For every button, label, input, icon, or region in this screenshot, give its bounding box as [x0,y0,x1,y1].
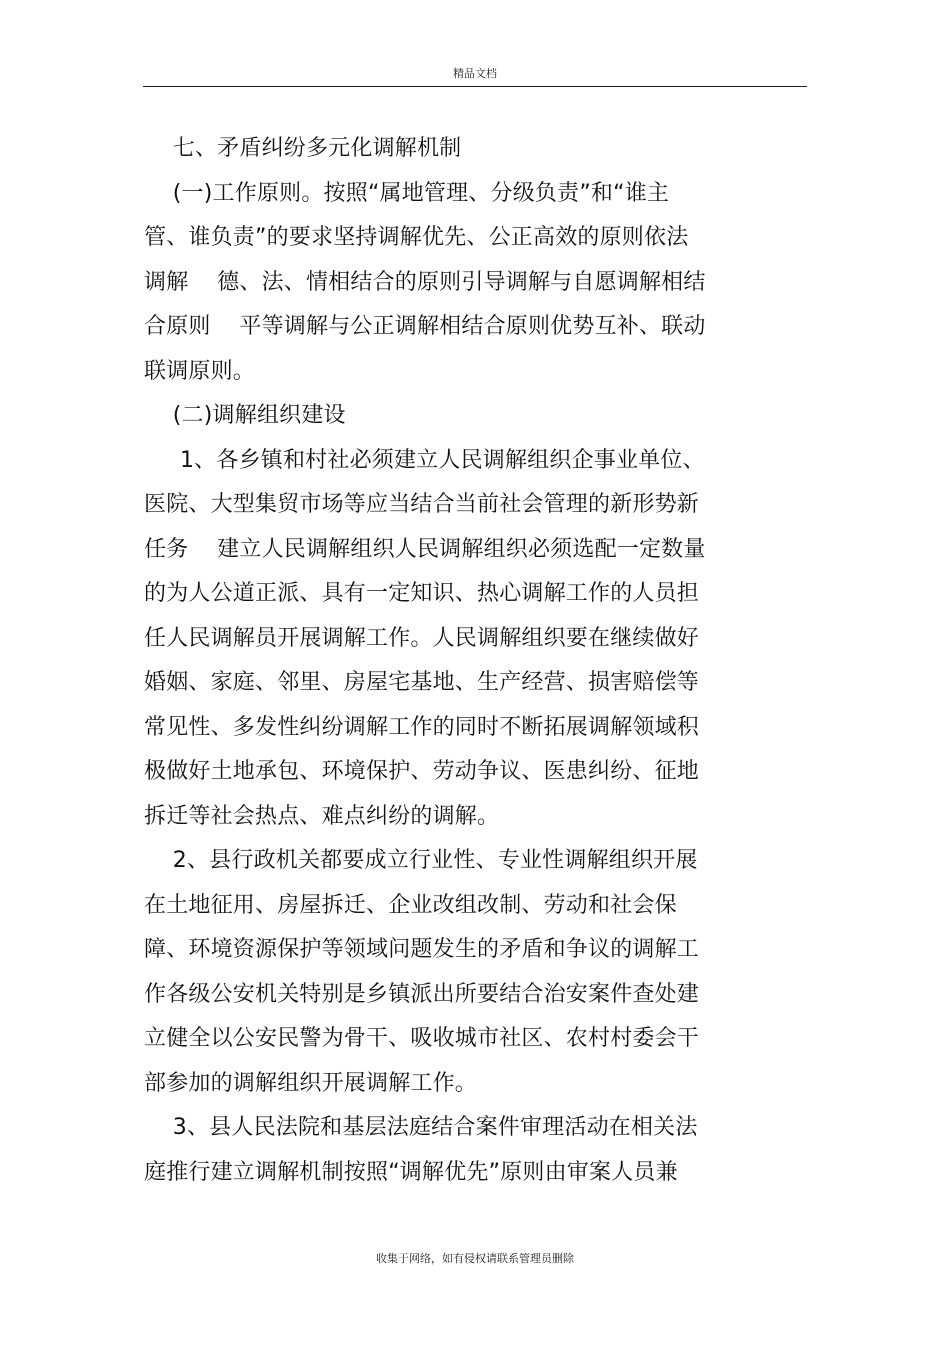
header-divider [143,86,807,87]
body-line: 庭推行建立调解机制按照“调解优先”原则由审案人员兼 [144,1159,678,1185]
body-line: 的为人公道正派、具有一定知识、热心调解工作的人员担 [144,581,700,606]
page-header: 精品文档 [453,67,497,80]
body-line: 常见性、多发性纠纷调解工作的同时不断拓展调解领域积 [144,714,700,740]
body-line: (二)调解组织建设 [144,403,346,428]
body-line: 作各级公安机关特别是乡镇派出所要结合治安案件查处建 [144,981,700,1007]
body-line: 七、矛盾纠纷多元化调解机制 [144,136,462,161]
body-line: 极做好土地承包、环境保护、劳动争议、医患纠纷、征地 [144,759,700,784]
body-line: 调解 德、法、情相结合的原则引导调解与自愿调解相结 [144,269,706,295]
page-footer: 收集于网络，如有侵权请联系管理员删除 [376,1252,574,1265]
body-line: 合原则 平等调解与公正调解相结合原则优势互补、联动 [144,314,706,339]
body-line: 立健全以公安民警为骨干、吸收城市社区、农村村委会干 [144,1026,700,1051]
body-line: 任务 建立人民调解组织人民调解组织必须选配一定数量 [144,536,706,562]
document-body [144,127,754,1195]
body-line: 在土地征用、房屋拆迁、企业改组改制、劳动和社会保 [144,892,677,918]
body-line: 拆迁等社会热点、难点纠纷的调解。 [144,803,500,829]
body-line: 3、县人民法院和基层法庭结合案件审理活动在相关法 [144,1115,698,1140]
body-line: 任人民调解员开展调解工作。人民调解组织要在继续做好 [144,625,700,651]
body-line: 医院、大型集贸市场等应当结合当前社会管理的新形势新 [144,492,700,517]
body-line: 联调原则。 [144,358,256,384]
body-line: 障、环境资源保护等领域问题发生的矛盾和争议的调解工 [144,937,700,962]
body-line: 部参加的调解组织开展调解工作。 [144,1070,478,1096]
body-line: 1、各乡镇和村社必须建立人民调解组织企事业单位、 [144,447,705,473]
body-line: 管、谁负责”的要求坚持调解优先、公正高效的原则依法 [144,225,689,250]
body-line: (一)工作原则。按照“属地管理、分级负责”和“谁主 [144,180,670,206]
body-line: 婚姻、家庭、邻里、房屋宅基地、生产经营、损害赔偿等 [144,670,700,695]
body-line: 2、县行政机关都要成立行业性、专业性调解组织开展 [144,848,698,873]
